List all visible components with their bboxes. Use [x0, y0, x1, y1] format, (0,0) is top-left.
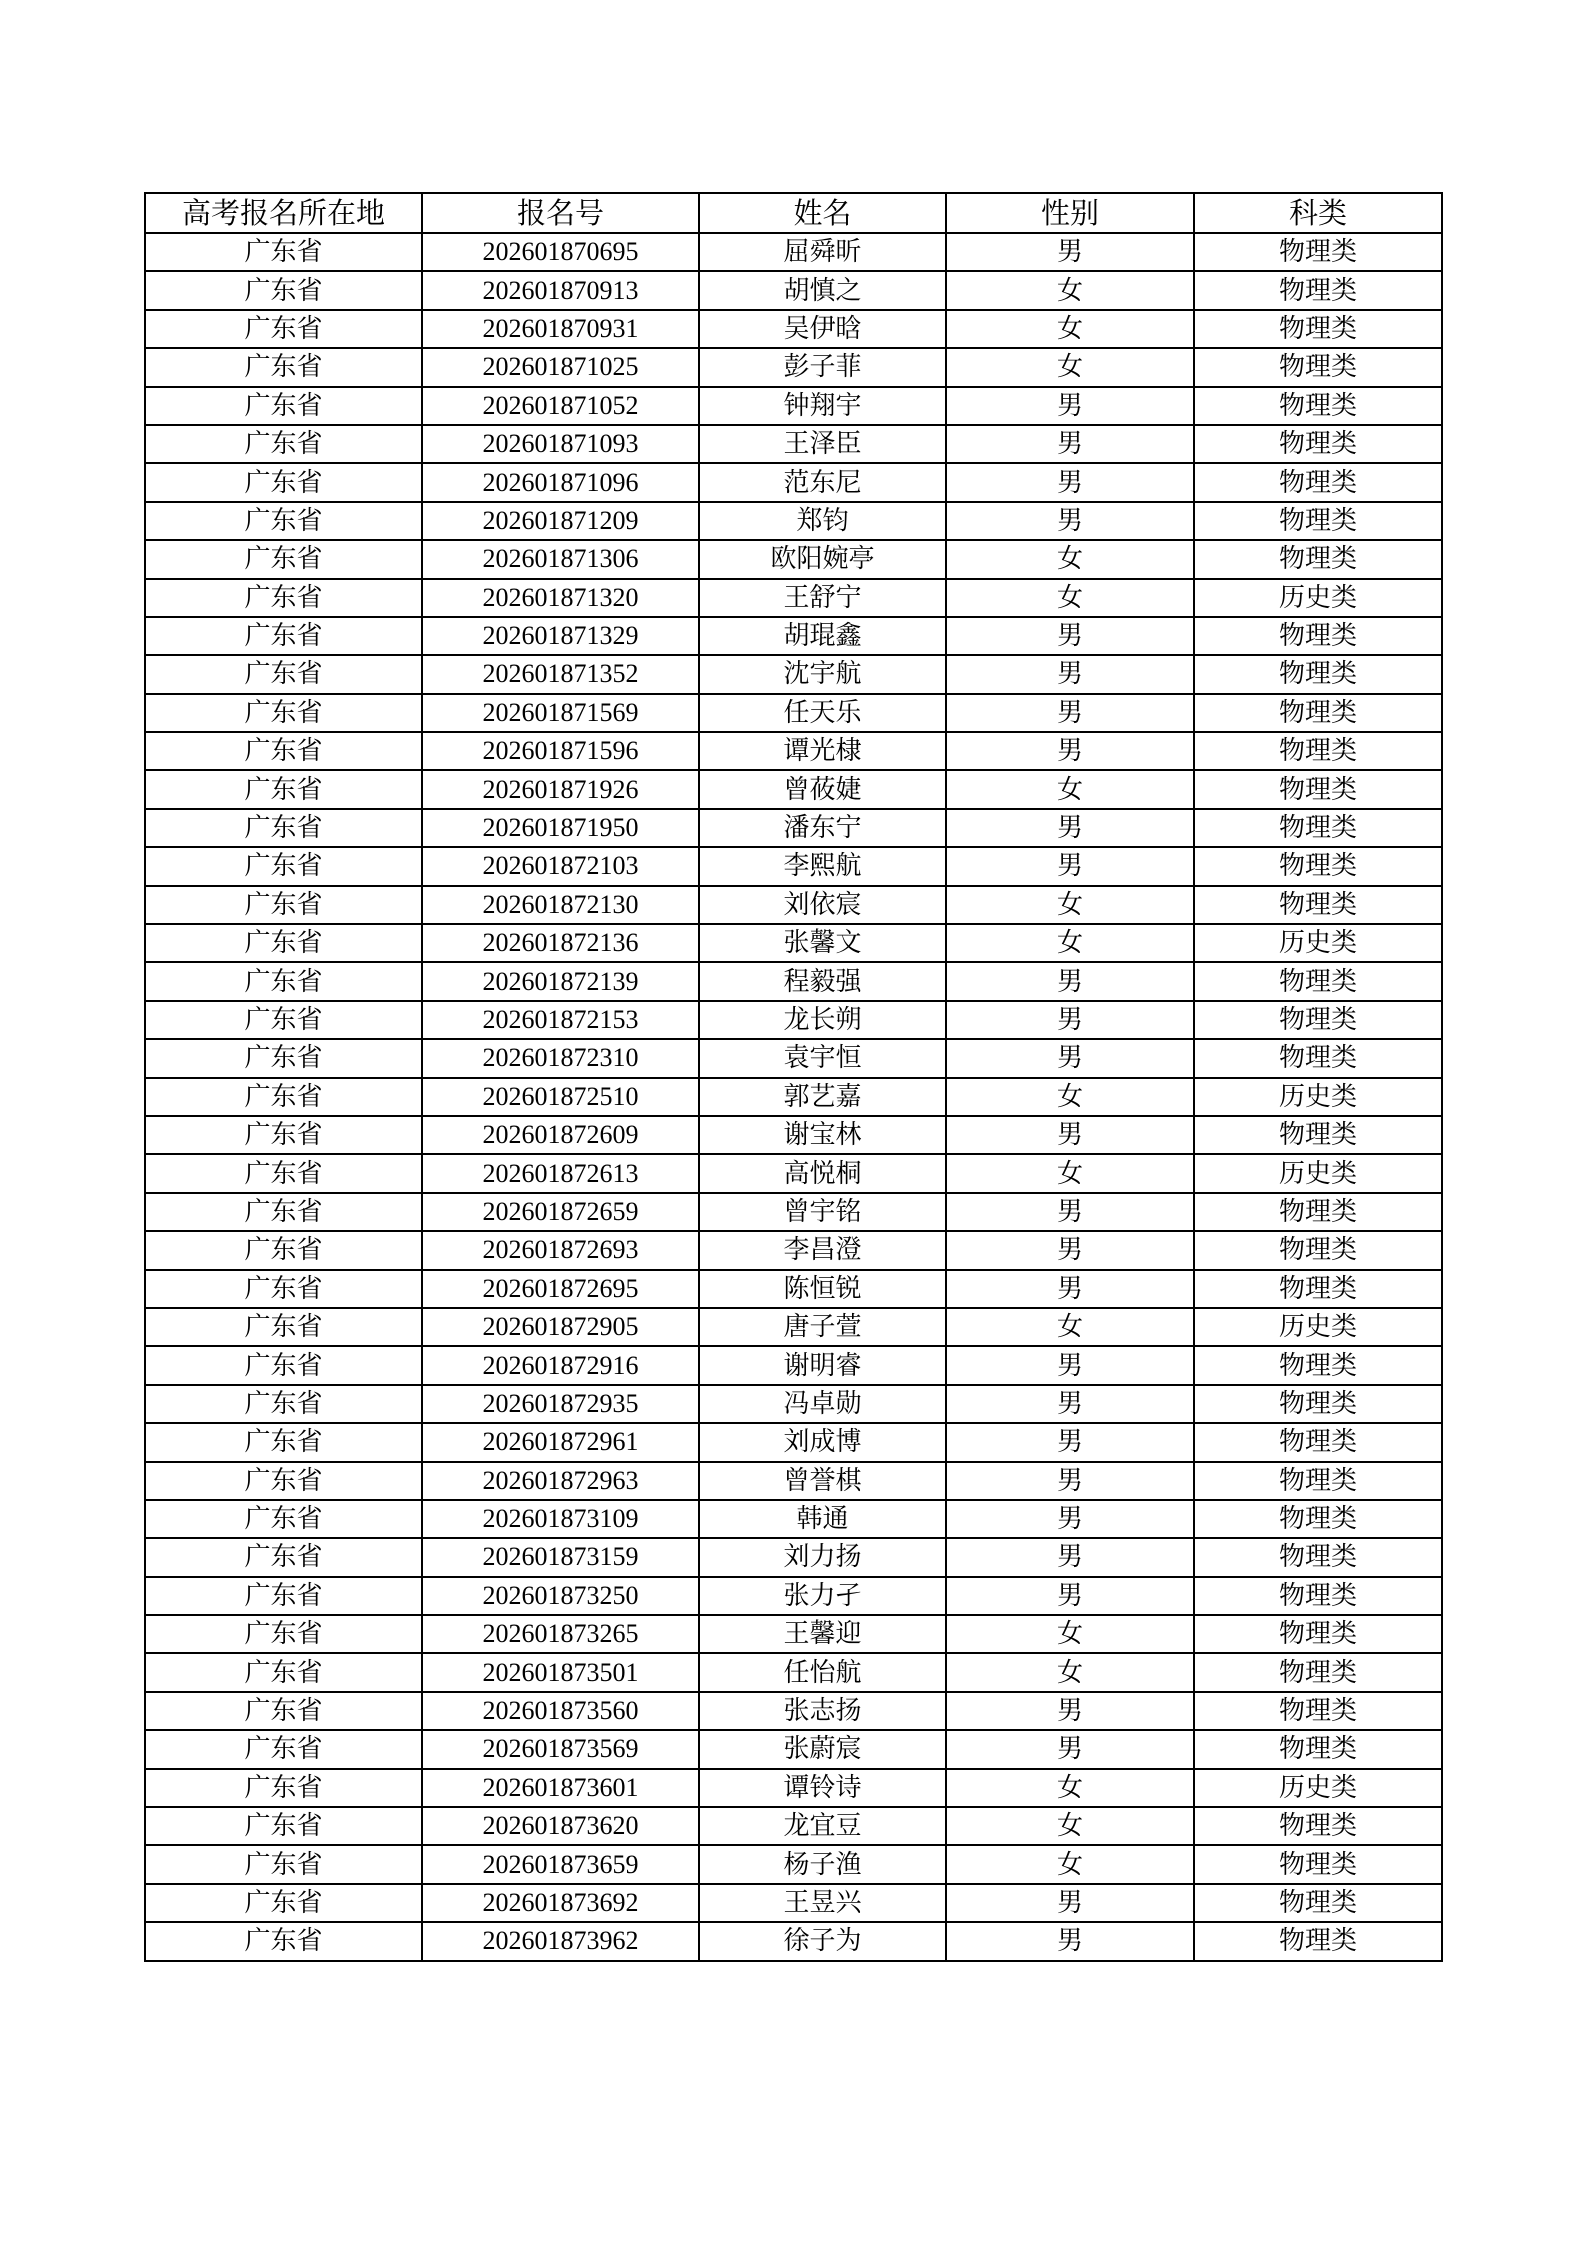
- cell-gender: 男: [946, 1500, 1194, 1538]
- table-row: [145, 732, 1442, 770]
- cell-region: 广东省: [145, 271, 422, 309]
- cell-registration-number: 202601872136: [422, 924, 699, 962]
- cell-gender: 男: [946, 1270, 1194, 1308]
- table-row: [145, 540, 1442, 578]
- cell-subject-track: 物理类: [1194, 1500, 1442, 1538]
- table-row: [145, 463, 1442, 501]
- cell-name: 钟翔宇: [699, 387, 946, 425]
- cell-registration-number: 202601872139: [422, 962, 699, 1000]
- cell-gender: 男: [946, 387, 1194, 425]
- header-gender: 性别: [946, 193, 1194, 233]
- cell-registration-number: 202601871096: [422, 463, 699, 501]
- cell-region: 广东省: [145, 463, 422, 501]
- cell-registration-number: 202601872153: [422, 1001, 699, 1039]
- cell-registration-number: 202601872693: [422, 1231, 699, 1269]
- cell-subject-track: 物理类: [1194, 617, 1442, 655]
- cell-gender: 男: [946, 809, 1194, 847]
- cell-gender: 女: [946, 310, 1194, 348]
- cell-registration-number: 202601872963: [422, 1462, 699, 1500]
- cell-registration-number: 202601872613: [422, 1154, 699, 1192]
- table-row: [145, 1154, 1442, 1192]
- cell-gender: 女: [946, 1807, 1194, 1845]
- cell-region: 广东省: [145, 1692, 422, 1730]
- cell-gender: 男: [946, 1193, 1194, 1231]
- table-row: [145, 1884, 1442, 1922]
- cell-registration-number: 202601870913: [422, 271, 699, 309]
- cell-subject-track: 物理类: [1194, 694, 1442, 732]
- cell-gender: 女: [946, 1845, 1194, 1883]
- table-row: [145, 271, 1442, 309]
- cell-registration-number: 202601872905: [422, 1308, 699, 1346]
- cell-region: 广东省: [145, 1653, 422, 1691]
- cell-gender: 女: [946, 1308, 1194, 1346]
- cell-subject-track: 物理类: [1194, 1730, 1442, 1768]
- cell-name: 谢宝林: [699, 1116, 946, 1154]
- cell-subject-track: 历史类: [1194, 924, 1442, 962]
- cell-registration-number: 202601873501: [422, 1653, 699, 1691]
- table-row: [145, 1500, 1442, 1538]
- cell-subject-track: 物理类: [1194, 1039, 1442, 1077]
- cell-region: 广东省: [145, 1385, 422, 1423]
- cell-region: 广东省: [145, 1922, 422, 1960]
- cell-subject-track: 物理类: [1194, 1193, 1442, 1231]
- table-row: [145, 809, 1442, 847]
- cell-name: 郭艺嘉: [699, 1078, 946, 1116]
- table-row: [145, 1922, 1442, 1960]
- cell-subject-track: 物理类: [1194, 1001, 1442, 1039]
- table-row: [145, 1577, 1442, 1615]
- cell-registration-number: 202601871052: [422, 387, 699, 425]
- cell-subject-track: 物理类: [1194, 387, 1442, 425]
- table-row: [145, 1807, 1442, 1845]
- cell-region: 广东省: [145, 770, 422, 808]
- cell-region: 广东省: [145, 1116, 422, 1154]
- cell-gender: 男: [946, 694, 1194, 732]
- cell-registration-number: 202601871025: [422, 348, 699, 386]
- cell-name: 任天乐: [699, 694, 946, 732]
- table-row: [145, 694, 1442, 732]
- cell-registration-number: 202601873250: [422, 1577, 699, 1615]
- cell-subject-track: 物理类: [1194, 655, 1442, 693]
- cell-subject-track: 物理类: [1194, 1653, 1442, 1691]
- cell-name: 彭子菲: [699, 348, 946, 386]
- table-row: [145, 1615, 1442, 1653]
- cell-subject-track: 物理类: [1194, 1884, 1442, 1922]
- cell-registration-number: 202601871596: [422, 732, 699, 770]
- table-row: [145, 1039, 1442, 1077]
- cell-region: 广东省: [145, 847, 422, 885]
- cell-gender: 男: [946, 1116, 1194, 1154]
- table-row: [145, 1769, 1442, 1807]
- cell-gender: 男: [946, 655, 1194, 693]
- header-registration-number: 报名号: [422, 193, 699, 233]
- cell-subject-track: 物理类: [1194, 962, 1442, 1000]
- cell-subject-track: 物理类: [1194, 1692, 1442, 1730]
- table-row: [145, 1001, 1442, 1039]
- cell-registration-number: 202601872916: [422, 1346, 699, 1384]
- cell-name: 曾誉棋: [699, 1462, 946, 1500]
- cell-name: 龙宜豆: [699, 1807, 946, 1845]
- cell-gender: 男: [946, 1922, 1194, 1960]
- table-row: [145, 1653, 1442, 1691]
- cell-gender: 男: [946, 1884, 1194, 1922]
- cell-name: 徐子为: [699, 1922, 946, 1960]
- cell-subject-track: 物理类: [1194, 732, 1442, 770]
- cell-registration-number: 202601872659: [422, 1193, 699, 1231]
- table-row: [145, 847, 1442, 885]
- cell-subject-track: 物理类: [1194, 1462, 1442, 1500]
- cell-gender: 男: [946, 1039, 1194, 1077]
- cell-registration-number: 202601872961: [422, 1423, 699, 1461]
- cell-region: 广东省: [145, 540, 422, 578]
- table-row: [145, 1845, 1442, 1883]
- cell-gender: 女: [946, 579, 1194, 617]
- cell-subject-track: 物理类: [1194, 348, 1442, 386]
- cell-subject-track: 历史类: [1194, 1769, 1442, 1807]
- cell-name: 韩通: [699, 1500, 946, 1538]
- cell-subject-track: 物理类: [1194, 310, 1442, 348]
- cell-region: 广东省: [145, 809, 422, 847]
- header-name: 姓名: [699, 193, 946, 233]
- cell-subject-track: 物理类: [1194, 770, 1442, 808]
- cell-registration-number: 202601871320: [422, 579, 699, 617]
- cell-subject-track: 物理类: [1194, 1385, 1442, 1423]
- cell-name: 李昌澄: [699, 1231, 946, 1269]
- cell-subject-track: 历史类: [1194, 1308, 1442, 1346]
- cell-region: 广东省: [145, 1769, 422, 1807]
- cell-name: 张力孑: [699, 1577, 946, 1615]
- cell-gender: 男: [946, 463, 1194, 501]
- cell-region: 广东省: [145, 886, 422, 924]
- cell-subject-track: 物理类: [1194, 847, 1442, 885]
- cell-region: 广东省: [145, 233, 422, 271]
- cell-name: 谭铃诗: [699, 1769, 946, 1807]
- cell-registration-number: 202601872103: [422, 847, 699, 885]
- cell-subject-track: 物理类: [1194, 271, 1442, 309]
- cell-gender: 男: [946, 1385, 1194, 1423]
- cell-gender: 女: [946, 1769, 1194, 1807]
- cell-region: 广东省: [145, 1039, 422, 1077]
- cell-gender: 女: [946, 540, 1194, 578]
- cell-gender: 男: [946, 502, 1194, 540]
- cell-gender: 男: [946, 1346, 1194, 1384]
- cell-name: 冯卓勋: [699, 1385, 946, 1423]
- table-row: [145, 1231, 1442, 1269]
- cell-region: 广东省: [145, 310, 422, 348]
- cell-registration-number: 202601873159: [422, 1538, 699, 1576]
- cell-gender: 男: [946, 1538, 1194, 1576]
- cell-region: 广东省: [145, 962, 422, 1000]
- cell-subject-track: 物理类: [1194, 1270, 1442, 1308]
- cell-gender: 女: [946, 348, 1194, 386]
- cell-region: 广东省: [145, 732, 422, 770]
- header-region: 高考报名所在地: [145, 193, 422, 233]
- cell-registration-number: 202601872935: [422, 1385, 699, 1423]
- cell-name: 杨子渔: [699, 1845, 946, 1883]
- cell-region: 广东省: [145, 348, 422, 386]
- cell-name: 屈舜昕: [699, 233, 946, 271]
- cell-gender: 男: [946, 847, 1194, 885]
- table-row: [145, 310, 1442, 348]
- cell-registration-number: 202601873962: [422, 1922, 699, 1960]
- cell-registration-number: 202601870931: [422, 310, 699, 348]
- cell-registration-number: 202601871209: [422, 502, 699, 540]
- cell-gender: 男: [946, 425, 1194, 463]
- cell-name: 刘力扬: [699, 1538, 946, 1576]
- cell-gender: 男: [946, 1692, 1194, 1730]
- cell-region: 广东省: [145, 1154, 422, 1192]
- table-row: [145, 924, 1442, 962]
- cell-gender: 女: [946, 886, 1194, 924]
- cell-name: 潘东宁: [699, 809, 946, 847]
- table-row: [145, 579, 1442, 617]
- cell-name: 曾宇铭: [699, 1193, 946, 1231]
- cell-gender: 男: [946, 1462, 1194, 1500]
- cell-subject-track: 物理类: [1194, 1231, 1442, 1269]
- table-row: [145, 770, 1442, 808]
- cell-registration-number: 202601871329: [422, 617, 699, 655]
- cell-gender: 女: [946, 770, 1194, 808]
- cell-gender: 男: [946, 1730, 1194, 1768]
- cell-registration-number: 202601872510: [422, 1078, 699, 1116]
- cell-gender: 女: [946, 271, 1194, 309]
- cell-subject-track: 物理类: [1194, 1116, 1442, 1154]
- cell-gender: 男: [946, 1577, 1194, 1615]
- cell-name: 程毅强: [699, 962, 946, 1000]
- cell-region: 广东省: [145, 425, 422, 463]
- table-row: [145, 1270, 1442, 1308]
- cell-name: 张馨文: [699, 924, 946, 962]
- cell-subject-track: 物理类: [1194, 1807, 1442, 1845]
- table-row: [145, 962, 1442, 1000]
- table-row: [145, 425, 1442, 463]
- cell-name: 欧阳婉亭: [699, 540, 946, 578]
- table-row: [145, 655, 1442, 693]
- table-row: [145, 1116, 1442, 1154]
- cell-subject-track: 物理类: [1194, 540, 1442, 578]
- cell-region: 广东省: [145, 655, 422, 693]
- cell-region: 广东省: [145, 1270, 422, 1308]
- cell-registration-number: 202601872130: [422, 886, 699, 924]
- cell-name: 刘依宸: [699, 886, 946, 924]
- table-header: [145, 193, 1442, 233]
- cell-name: 谭光棣: [699, 732, 946, 770]
- cell-subject-track: 物理类: [1194, 425, 1442, 463]
- cell-gender: 男: [946, 1231, 1194, 1269]
- cell-subject-track: 物理类: [1194, 886, 1442, 924]
- cell-registration-number: 202601872310: [422, 1039, 699, 1077]
- cell-region: 广东省: [145, 1730, 422, 1768]
- table-row: [145, 1385, 1442, 1423]
- cell-subject-track: 物理类: [1194, 1423, 1442, 1461]
- header-subject-track: 科类: [1194, 193, 1442, 233]
- cell-region: 广东省: [145, 1807, 422, 1845]
- cell-name: 李熙航: [699, 847, 946, 885]
- cell-subject-track: 历史类: [1194, 1078, 1442, 1116]
- cell-registration-number: 202601873620: [422, 1807, 699, 1845]
- cell-region: 广东省: [145, 1845, 422, 1883]
- cell-gender: 男: [946, 962, 1194, 1000]
- cell-gender: 女: [946, 1653, 1194, 1691]
- cell-name: 沈宇航: [699, 655, 946, 693]
- table-row: [145, 233, 1442, 271]
- cell-name: 唐子萱: [699, 1308, 946, 1346]
- cell-gender: 女: [946, 1078, 1194, 1116]
- cell-name: 范东尼: [699, 463, 946, 501]
- cell-registration-number: 202601872695: [422, 1270, 699, 1308]
- cell-name: 吴伊晗: [699, 310, 946, 348]
- table-row: [145, 1538, 1442, 1576]
- cell-region: 广东省: [145, 1423, 422, 1461]
- cell-region: 广东省: [145, 924, 422, 962]
- cell-subject-track: 物理类: [1194, 463, 1442, 501]
- table-row: [145, 1423, 1442, 1461]
- cell-registration-number: 202601871926: [422, 770, 699, 808]
- cell-subject-track: 历史类: [1194, 579, 1442, 617]
- cell-region: 广东省: [145, 1577, 422, 1615]
- cell-region: 广东省: [145, 1500, 422, 1538]
- cell-gender: 男: [946, 1001, 1194, 1039]
- admission-roster-table: [144, 192, 1443, 1962]
- table-body: [145, 233, 1442, 1961]
- cell-name: 刘成博: [699, 1423, 946, 1461]
- cell-registration-number: 202601871352: [422, 655, 699, 693]
- cell-subject-track: 物理类: [1194, 502, 1442, 540]
- cell-subject-track: 物理类: [1194, 1615, 1442, 1653]
- cell-registration-number: 202601871569: [422, 694, 699, 732]
- cell-region: 广东省: [145, 1193, 422, 1231]
- cell-subject-track: 物理类: [1194, 1346, 1442, 1384]
- cell-registration-number: 202601871093: [422, 425, 699, 463]
- cell-registration-number: 202601870695: [422, 233, 699, 271]
- table-row: [145, 387, 1442, 425]
- cell-gender: 男: [946, 732, 1194, 770]
- table-row: [145, 348, 1442, 386]
- table-row: [145, 1692, 1442, 1730]
- cell-registration-number: 202601872609: [422, 1116, 699, 1154]
- cell-name: 任怡航: [699, 1653, 946, 1691]
- cell-name: 张志扬: [699, 1692, 946, 1730]
- cell-name: 袁宇恒: [699, 1039, 946, 1077]
- cell-region: 广东省: [145, 1231, 422, 1269]
- cell-gender: 男: [946, 617, 1194, 655]
- cell-subject-track: 物理类: [1194, 233, 1442, 271]
- cell-region: 广东省: [145, 1346, 422, 1384]
- cell-gender: 男: [946, 1423, 1194, 1461]
- table-row: [145, 617, 1442, 655]
- cell-name: 王昱兴: [699, 1884, 946, 1922]
- cell-gender: 女: [946, 1154, 1194, 1192]
- cell-region: 广东省: [145, 1538, 422, 1576]
- header-row: [145, 193, 1442, 233]
- table-row: [145, 886, 1442, 924]
- cell-name: 郑钧: [699, 502, 946, 540]
- cell-registration-number: 202601873659: [422, 1845, 699, 1883]
- cell-region: 广东省: [145, 1462, 422, 1500]
- cell-registration-number: 202601873601: [422, 1769, 699, 1807]
- cell-registration-number: 202601873692: [422, 1884, 699, 1922]
- cell-region: 广东省: [145, 1615, 422, 1653]
- cell-registration-number: 202601871306: [422, 540, 699, 578]
- cell-region: 广东省: [145, 1078, 422, 1116]
- cell-name: 高悦桐: [699, 1154, 946, 1192]
- cell-region: 广东省: [145, 1001, 422, 1039]
- cell-registration-number: 202601873560: [422, 1692, 699, 1730]
- cell-gender: 女: [946, 924, 1194, 962]
- table-row: [145, 1078, 1442, 1116]
- cell-subject-track: 历史类: [1194, 1154, 1442, 1192]
- cell-registration-number: 202601873569: [422, 1730, 699, 1768]
- cell-region: 广东省: [145, 502, 422, 540]
- cell-subject-track: 物理类: [1194, 1922, 1442, 1960]
- cell-region: 广东省: [145, 579, 422, 617]
- cell-name: 龙长朔: [699, 1001, 946, 1039]
- cell-name: 张蔚宸: [699, 1730, 946, 1768]
- table-row: [145, 1730, 1442, 1768]
- table-row: [145, 1462, 1442, 1500]
- cell-name: 谢明睿: [699, 1346, 946, 1384]
- cell-region: 广东省: [145, 617, 422, 655]
- table-row: [145, 1346, 1442, 1384]
- cell-name: 王馨迎: [699, 1615, 946, 1653]
- cell-subject-track: 物理类: [1194, 1538, 1442, 1576]
- cell-subject-track: 物理类: [1194, 809, 1442, 847]
- cell-region: 广东省: [145, 1884, 422, 1922]
- cell-region: 广东省: [145, 387, 422, 425]
- table-row: [145, 1308, 1442, 1346]
- table-row: [145, 502, 1442, 540]
- cell-name: 胡琨鑫: [699, 617, 946, 655]
- cell-gender: 男: [946, 233, 1194, 271]
- cell-gender: 女: [946, 1615, 1194, 1653]
- cell-region: 广东省: [145, 1308, 422, 1346]
- cell-subject-track: 物理类: [1194, 1845, 1442, 1883]
- cell-registration-number: 202601873109: [422, 1500, 699, 1538]
- table-row: [145, 1193, 1442, 1231]
- cell-name: 王舒宁: [699, 579, 946, 617]
- cell-registration-number: 202601873265: [422, 1615, 699, 1653]
- cell-region: 广东省: [145, 694, 422, 732]
- cell-registration-number: 202601871950: [422, 809, 699, 847]
- cell-name: 胡慎之: [699, 271, 946, 309]
- cell-name: 王泽臣: [699, 425, 946, 463]
- cell-name: 陈恒锐: [699, 1270, 946, 1308]
- cell-subject-track: 物理类: [1194, 1577, 1442, 1615]
- cell-name: 曾莜婕: [699, 770, 946, 808]
